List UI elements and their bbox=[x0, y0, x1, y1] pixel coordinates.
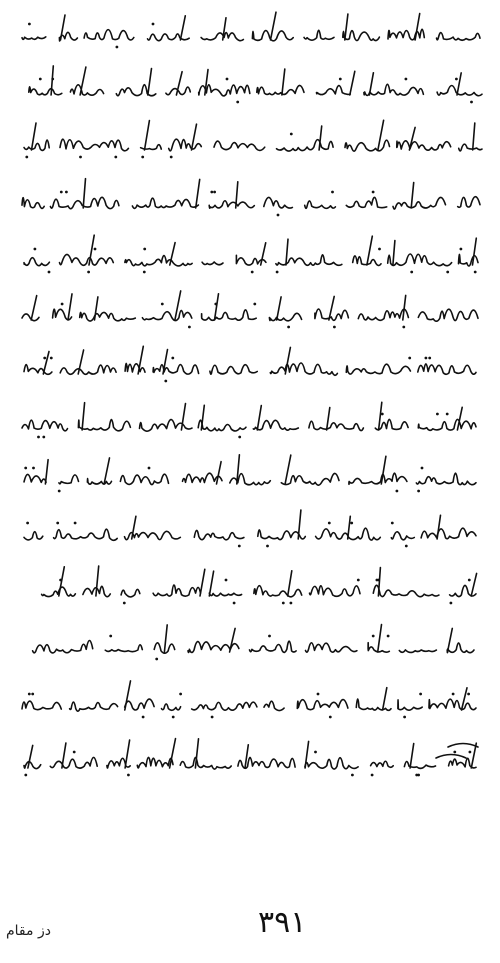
handwriting-stroke bbox=[24, 258, 49, 266]
handwriting-dot bbox=[328, 522, 331, 525]
handwriting-stroke bbox=[345, 140, 390, 151]
handwriting-dot bbox=[210, 191, 213, 194]
handwriting-ascender bbox=[196, 179, 200, 208]
handwriting-dot bbox=[155, 658, 158, 661]
handwriting-stroke bbox=[253, 420, 298, 430]
handwriting-stroke bbox=[459, 144, 482, 151]
manuscript-line bbox=[29, 66, 482, 104]
handwriting-stroke bbox=[22, 701, 61, 710]
handwriting-dot bbox=[127, 774, 130, 777]
handwriting-ascender bbox=[350, 71, 355, 95]
handwriting-dot bbox=[460, 248, 463, 251]
manuscript-line bbox=[24, 739, 476, 777]
handwriting-dot bbox=[225, 579, 228, 582]
handwriting-stroke bbox=[257, 85, 304, 94]
handwriting-dot bbox=[213, 191, 216, 194]
handwriting-stroke bbox=[24, 474, 46, 482]
handwriting-dot bbox=[50, 357, 53, 360]
handwriting-dot bbox=[391, 522, 394, 525]
handwriting-dot bbox=[405, 78, 408, 81]
handwriting-stroke bbox=[22, 37, 46, 39]
handwriting-dot bbox=[339, 78, 342, 81]
handwriting-stroke bbox=[254, 586, 302, 597]
handwriting-ascender bbox=[411, 183, 414, 209]
handwriting-stroke bbox=[169, 139, 202, 151]
handwriting-stroke bbox=[60, 365, 116, 374]
handwriting-stroke bbox=[371, 761, 394, 767]
handwriting-stroke bbox=[125, 256, 192, 266]
handwriting-ascender bbox=[473, 123, 475, 150]
handwriting-ascender bbox=[257, 406, 261, 430]
handwriting-ascender bbox=[282, 69, 285, 95]
handwriting-dot bbox=[48, 271, 51, 274]
handwriting-ascender bbox=[125, 740, 130, 768]
handwriting-dot bbox=[109, 635, 112, 638]
handwriting-dot bbox=[317, 693, 320, 696]
handwriting-ascender bbox=[271, 12, 277, 40]
handwriting-dot bbox=[148, 467, 151, 470]
handwriting-dot bbox=[425, 357, 428, 360]
handwriting-dot bbox=[143, 248, 146, 251]
handwriting-ascender bbox=[288, 571, 292, 596]
handwriting-stroke bbox=[214, 141, 265, 150]
handwriting-dot bbox=[372, 191, 375, 194]
handwriting-stroke bbox=[78, 420, 130, 431]
handwriting-dot bbox=[371, 774, 374, 777]
handwriting-stroke bbox=[24, 532, 43, 540]
handwriting-stroke bbox=[398, 700, 422, 710]
handwriting-stroke bbox=[148, 34, 190, 41]
handwriting-stroke bbox=[458, 197, 480, 208]
handwriting-stroke bbox=[277, 140, 334, 151]
handwriting-ascender bbox=[31, 296, 37, 320]
handwriting-dot bbox=[59, 579, 62, 582]
handwriting-ascender bbox=[345, 14, 348, 40]
handwriting-dot bbox=[87, 271, 90, 274]
handwriting-dot bbox=[276, 271, 279, 274]
handwriting-stroke bbox=[364, 84, 424, 95]
handwriting-ascender bbox=[473, 238, 477, 265]
manuscript-line bbox=[24, 455, 476, 493]
handwriting-dot bbox=[238, 436, 241, 439]
handwriting-stroke bbox=[33, 640, 93, 652]
handwriting-dot bbox=[387, 635, 390, 638]
handwriting-dot bbox=[450, 602, 453, 605]
handwriting-dot bbox=[331, 191, 334, 194]
handwriting-stroke bbox=[120, 474, 168, 484]
handwriting-dot bbox=[171, 357, 174, 360]
handwriting-ascender bbox=[369, 73, 373, 95]
handwriting-stroke bbox=[198, 420, 246, 431]
manuscript-line bbox=[22, 179, 480, 217]
handwriting-stroke bbox=[70, 85, 103, 95]
handwriting-dot bbox=[268, 635, 271, 638]
handwriting-dot bbox=[58, 490, 61, 493]
handwriting-ascender bbox=[348, 516, 351, 539]
manuscript-line bbox=[42, 566, 477, 604]
marginal-note bbox=[436, 755, 466, 759]
handwriting-dot bbox=[25, 156, 28, 159]
handwriting-dot bbox=[172, 716, 175, 719]
handwriting-ascender bbox=[80, 67, 86, 95]
handwriting-dot bbox=[116, 46, 119, 49]
handwriting-dot bbox=[396, 490, 399, 493]
handwriting-stroke bbox=[60, 139, 128, 151]
manuscript-line bbox=[24, 346, 476, 382]
handwriting-dot bbox=[28, 23, 31, 26]
manuscript-line bbox=[33, 625, 474, 661]
handwriting-stroke bbox=[250, 641, 297, 652]
handwriting-ascender bbox=[471, 573, 476, 596]
handwriting-stroke bbox=[388, 29, 424, 39]
handwriting-stroke bbox=[50, 757, 97, 768]
handwriting-stroke bbox=[310, 586, 361, 597]
handwriting-dot bbox=[143, 271, 146, 274]
handwriting-dot bbox=[141, 156, 144, 159]
marginal-note bbox=[448, 744, 478, 748]
handwriting-dot bbox=[56, 522, 59, 525]
handwriting-dot bbox=[236, 101, 239, 104]
handwriting-stroke bbox=[210, 365, 257, 375]
handwriting-stroke bbox=[404, 761, 435, 768]
handwriting-ascender bbox=[104, 458, 109, 484]
handwriting-dot bbox=[51, 78, 54, 81]
handwriting-dot bbox=[26, 522, 29, 525]
handwriting-dot bbox=[351, 774, 354, 777]
handwriting-stroke bbox=[230, 474, 270, 485]
handwriting-dot bbox=[24, 467, 27, 470]
handwriting-stroke bbox=[202, 310, 257, 320]
handwriting-ascender bbox=[95, 297, 98, 320]
handwriting-stroke bbox=[309, 421, 364, 430]
handwriting-stroke bbox=[153, 365, 199, 375]
handwriting-stroke bbox=[421, 528, 476, 538]
handwriting-stroke bbox=[418, 364, 476, 374]
handwriting-ascender bbox=[437, 515, 440, 539]
handwriting-dot bbox=[188, 326, 191, 329]
manuscript-line bbox=[24, 235, 478, 273]
handwriting-ascender bbox=[457, 73, 461, 95]
handwriting-ascender bbox=[448, 628, 453, 652]
handwriting-dot bbox=[372, 635, 375, 638]
handwriting-stroke bbox=[60, 254, 114, 265]
handwriting-stroke bbox=[397, 141, 451, 150]
handwriting-dot bbox=[73, 751, 76, 754]
handwriting-dot bbox=[65, 191, 68, 194]
handwriting-stroke bbox=[209, 201, 254, 208]
handwriting-ascender bbox=[285, 455, 291, 484]
handwriting-stroke bbox=[388, 254, 452, 266]
handwriting-stroke bbox=[358, 309, 408, 320]
handwriting-ascender bbox=[217, 462, 222, 484]
handwriting-stroke bbox=[192, 702, 257, 710]
handwriting-stroke bbox=[194, 530, 244, 539]
handwriting-ascender bbox=[164, 625, 167, 652]
handwriting-stroke bbox=[346, 364, 410, 374]
handwriting-dot bbox=[43, 357, 46, 360]
handwriting-dot bbox=[376, 579, 379, 582]
handwriting-stroke bbox=[137, 757, 173, 768]
handwriting-dot bbox=[287, 326, 290, 329]
handwriting-ascender bbox=[403, 295, 406, 320]
handwriting-dot bbox=[179, 693, 182, 696]
handwriting-stroke bbox=[447, 643, 474, 653]
handwriting-stroke bbox=[429, 699, 476, 710]
handwriting-dot bbox=[253, 303, 256, 306]
handwriting-dot bbox=[74, 522, 77, 525]
handwriting-dot bbox=[24, 774, 27, 777]
handwriting-ascender bbox=[83, 179, 85, 208]
handwriting-stroke bbox=[349, 473, 407, 484]
handwriting-stroke bbox=[24, 140, 49, 150]
handwriting-ascender bbox=[471, 743, 476, 768]
handwriting-stroke bbox=[269, 313, 301, 321]
handwriting-dot bbox=[164, 380, 167, 383]
handwriting-ascender bbox=[68, 294, 72, 320]
handwriting-stroke bbox=[153, 585, 200, 596]
handwriting-ascender bbox=[200, 569, 205, 596]
handwriting-dot bbox=[61, 303, 64, 306]
catchword: دز مقام bbox=[6, 923, 51, 939]
handwriting-stroke bbox=[132, 198, 198, 208]
handwriting-dot bbox=[170, 156, 173, 159]
handwriting-dot bbox=[350, 522, 353, 525]
handwriting-dot bbox=[417, 774, 420, 777]
handwriting-stroke bbox=[281, 473, 339, 485]
handwriting-ascender bbox=[125, 681, 131, 710]
handwriting-stroke bbox=[121, 589, 140, 597]
handwriting-stroke bbox=[141, 145, 162, 150]
handwriting-dot bbox=[453, 751, 456, 754]
handwriting-dot bbox=[314, 751, 317, 754]
handwriting-dot bbox=[436, 413, 439, 416]
handwriting-stroke bbox=[202, 262, 223, 265]
handwriting-stroke bbox=[183, 473, 223, 482]
handwriting-stroke bbox=[264, 197, 293, 208]
handwriting-dot bbox=[405, 545, 408, 548]
handwriting-ascender bbox=[378, 120, 384, 150]
handwriting-dot bbox=[31, 693, 34, 696]
handwriting-dot bbox=[467, 693, 470, 696]
handwriting-dot bbox=[39, 78, 42, 81]
handwriting-dot bbox=[290, 133, 293, 136]
handwriting-ascender bbox=[277, 297, 281, 320]
handwriting-stroke bbox=[140, 420, 193, 432]
manuscript-line bbox=[24, 120, 482, 158]
handwriting-stroke bbox=[306, 643, 357, 652]
handwriting-dot bbox=[403, 716, 406, 719]
marginal-note-stroke bbox=[448, 744, 478, 748]
handwriting-dot bbox=[37, 436, 40, 439]
handwriting-stroke bbox=[125, 699, 154, 710]
handwriting-ascender bbox=[45, 460, 48, 484]
handwriting-ascender bbox=[230, 628, 236, 652]
handwriting-dot bbox=[408, 357, 411, 360]
handwriting-ascender bbox=[180, 16, 185, 40]
handwriting-stroke bbox=[125, 363, 145, 372]
handwriting-dot bbox=[34, 248, 37, 251]
handwriting-dot bbox=[211, 716, 214, 719]
handwriting-ascender bbox=[286, 239, 288, 265]
handwriting-dot bbox=[290, 602, 293, 605]
handwriting-ascender bbox=[409, 127, 415, 150]
handwriting-stroke bbox=[22, 420, 68, 431]
handwriting-stroke bbox=[418, 309, 478, 321]
handwriting-dot bbox=[402, 326, 405, 329]
handwriting-dot bbox=[470, 101, 473, 104]
handwriting-dot bbox=[378, 248, 381, 251]
handwriting-stroke bbox=[264, 701, 284, 710]
manuscript-line bbox=[22, 402, 476, 438]
handwriting-stroke bbox=[437, 33, 481, 41]
handwriting-stroke bbox=[24, 762, 41, 769]
handwriting-stroke bbox=[29, 87, 62, 95]
handwriting-dot bbox=[277, 214, 280, 217]
handwriting-dot bbox=[79, 156, 82, 159]
handwriting-stroke bbox=[162, 704, 181, 710]
handwriting-dot bbox=[226, 78, 229, 81]
handwriting-stroke bbox=[105, 645, 142, 652]
handwriting-ascender bbox=[62, 743, 66, 768]
handwriting-dot bbox=[238, 545, 241, 548]
handwriting-ascender bbox=[148, 69, 152, 96]
handwriting-stroke bbox=[180, 757, 231, 769]
handwriting-dot bbox=[419, 693, 422, 696]
handwriting-stroke bbox=[70, 702, 118, 711]
handwriting-stroke bbox=[346, 197, 386, 207]
handwriting-dot bbox=[28, 693, 31, 696]
manuscript-line bbox=[22, 12, 480, 48]
handwriting-stroke bbox=[304, 30, 334, 40]
handwriting-stroke bbox=[142, 310, 191, 320]
handwriting-dot bbox=[32, 467, 35, 470]
handwriting-dot bbox=[381, 413, 384, 416]
page-number: ٣٩١ bbox=[258, 905, 307, 940]
handwriting-ascender bbox=[215, 294, 219, 320]
handwriting-stroke bbox=[305, 201, 336, 209]
handwriting-stroke bbox=[209, 593, 241, 596]
handwriting-dot bbox=[123, 602, 126, 605]
marginal-note-stroke bbox=[436, 755, 466, 759]
handwriting-dot bbox=[152, 23, 155, 26]
manuscript-line bbox=[22, 291, 478, 329]
handwriting-ascender bbox=[43, 352, 49, 375]
handwriting-dot bbox=[60, 191, 63, 194]
handwriting-stroke bbox=[87, 479, 111, 485]
handwriting-stroke bbox=[416, 473, 476, 485]
handwriting-dot bbox=[410, 271, 413, 274]
handwriting-dot bbox=[266, 545, 269, 548]
handwriting-stroke bbox=[373, 585, 439, 596]
handwriting-stroke bbox=[459, 254, 479, 266]
handwriting-dot bbox=[233, 602, 236, 605]
handwriting-ascender bbox=[462, 688, 468, 710]
handwriting-stroke bbox=[305, 758, 358, 769]
handwriting-ascender bbox=[209, 571, 213, 596]
handwriting-ascender bbox=[327, 408, 330, 431]
handwriting-ascender bbox=[145, 121, 150, 150]
handwriting-stroke bbox=[84, 30, 134, 40]
manuscript-line bbox=[22, 681, 476, 718]
handwriting-stroke bbox=[59, 475, 79, 484]
handwriting-stroke bbox=[399, 650, 436, 653]
handwriting-dot bbox=[469, 751, 472, 754]
handwriting-dot bbox=[94, 248, 97, 251]
handwriting-dot bbox=[417, 490, 420, 493]
handwriting-stroke bbox=[393, 197, 446, 209]
handwriting-stroke bbox=[24, 365, 52, 375]
handwriting-stroke bbox=[22, 198, 44, 209]
handwriting-dot bbox=[142, 716, 145, 719]
handwriting-dot bbox=[452, 693, 455, 696]
handwriting-stroke bbox=[356, 699, 391, 710]
handwriting-dot bbox=[474, 271, 477, 274]
handwriting-ascender bbox=[378, 625, 382, 652]
handwriting-ascender bbox=[82, 403, 85, 430]
handwriting-stroke bbox=[418, 419, 476, 430]
handwriting-stroke bbox=[391, 532, 414, 540]
handwriting-dot bbox=[214, 303, 217, 306]
handwriting-dot bbox=[114, 156, 117, 159]
handwriting-dot bbox=[42, 436, 45, 439]
handwriting-stroke bbox=[437, 85, 482, 95]
handwriting-stroke bbox=[54, 529, 118, 540]
handwriting-ascender bbox=[410, 744, 414, 768]
handwriting-dot bbox=[455, 78, 458, 81]
handwriting-dot bbox=[329, 716, 332, 719]
handwriting-dot bbox=[428, 357, 431, 360]
handwriting-stroke bbox=[80, 312, 136, 321]
handwriting-dot bbox=[446, 413, 449, 416]
handwriting-ascender bbox=[59, 567, 65, 596]
handwriting-ascender bbox=[393, 241, 395, 266]
handwriting-dot bbox=[251, 271, 254, 274]
handwriting-dot bbox=[282, 602, 285, 605]
handwriting-dot bbox=[161, 303, 164, 306]
handwriting-stroke bbox=[297, 700, 348, 710]
handwriting-stroke bbox=[317, 86, 351, 95]
handwriting-ascender bbox=[383, 688, 387, 710]
handwriting-dot bbox=[357, 579, 360, 582]
manuscript-line bbox=[24, 510, 476, 547]
handwriting-stroke bbox=[343, 31, 380, 41]
handwriting-stroke bbox=[116, 85, 156, 96]
handwriting-dot bbox=[468, 579, 471, 582]
handwriting-dot bbox=[421, 467, 424, 470]
handwriting-stroke bbox=[270, 363, 337, 375]
handwriting-dot bbox=[446, 271, 449, 274]
handwriting-dot bbox=[333, 326, 336, 329]
